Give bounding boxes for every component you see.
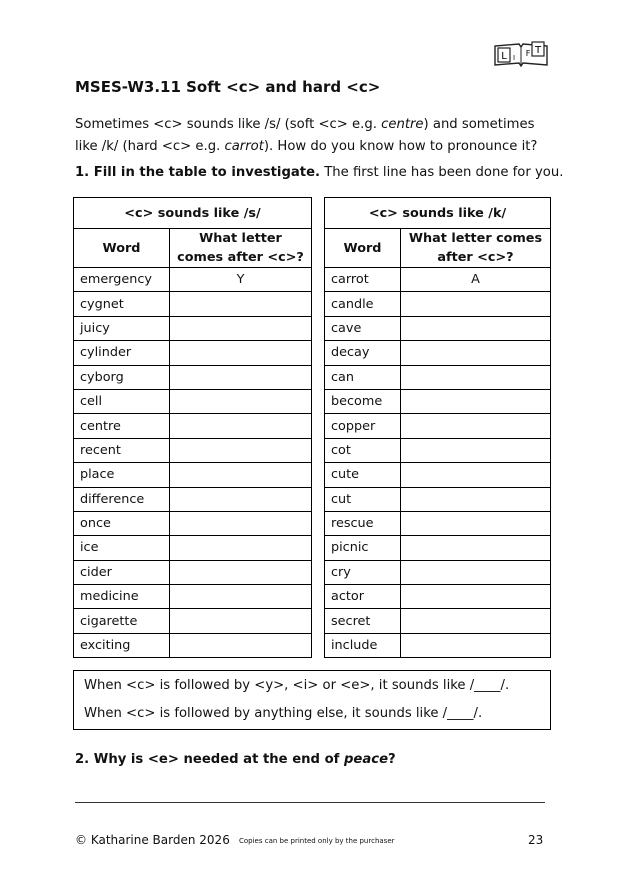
letter-answer-cell[interactable] bbox=[401, 438, 551, 462]
intro-part-1: Sometimes <c> sounds like /s/ (soft <c> e.g. bbox=[75, 117, 382, 132]
word-cell: cell bbox=[74, 389, 170, 413]
letter-answer-cell[interactable] bbox=[401, 585, 551, 609]
svg-text:I: I bbox=[512, 54, 516, 62]
word-cell: medicine bbox=[74, 585, 170, 609]
table-row bbox=[325, 389, 551, 413]
table-row bbox=[325, 365, 551, 389]
intro-part-3: ). How do you know how to pronounce it? bbox=[263, 139, 538, 154]
letter-answer-cell[interactable] bbox=[170, 292, 312, 316]
table-row bbox=[74, 341, 312, 365]
column-header-letter: What letter comes after <c>? bbox=[401, 229, 551, 268]
table-row bbox=[325, 414, 551, 438]
table-row bbox=[74, 316, 312, 340]
page-title: MSES-W3.11 Soft <c> and hard <c> bbox=[75, 78, 381, 96]
word-cell: cyborg bbox=[74, 365, 170, 389]
word-cell: ice bbox=[74, 536, 170, 560]
svg-text:L: L bbox=[501, 51, 507, 62]
table-row bbox=[74, 389, 312, 413]
letter-answer-cell[interactable] bbox=[170, 316, 312, 340]
word-cell: rescue bbox=[325, 511, 401, 535]
word-cell: candle bbox=[325, 292, 401, 316]
letter-answer-cell[interactable] bbox=[170, 438, 312, 462]
word-cell: cut bbox=[325, 487, 401, 511]
example-soft: centre bbox=[381, 117, 424, 132]
table-row bbox=[74, 609, 312, 633]
table-row bbox=[325, 585, 551, 609]
word-cell: cry bbox=[325, 560, 401, 584]
letter-answer-cell[interactable] bbox=[401, 341, 551, 365]
soft-c-table bbox=[73, 197, 312, 658]
word-cell: actor bbox=[325, 585, 401, 609]
question-1 bbox=[75, 165, 563, 180]
letter-answer-cell[interactable] bbox=[401, 414, 551, 438]
letter-answer-cell[interactable] bbox=[401, 560, 551, 584]
letter-answer-cell[interactable]: Y bbox=[170, 268, 312, 292]
table-row bbox=[325, 487, 551, 511]
letter-answer-cell[interactable] bbox=[401, 292, 551, 316]
question-1-note: The first line has been done for you. bbox=[320, 165, 564, 180]
column-header-word: Word bbox=[325, 229, 401, 268]
rule-hard: When <c> is followed by anything else, it sounds like /____/. bbox=[84, 706, 483, 721]
word-cell: secret bbox=[325, 609, 401, 633]
lift-logo bbox=[492, 38, 550, 68]
example-hard: carrot bbox=[224, 139, 264, 154]
word-cell: carrot bbox=[325, 268, 401, 292]
letter-answer-cell[interactable] bbox=[170, 609, 312, 633]
word-cell: exciting bbox=[74, 633, 170, 657]
word-cell: become bbox=[325, 389, 401, 413]
letter-answer-cell[interactable] bbox=[401, 463, 551, 487]
letter-answer-cell[interactable] bbox=[170, 633, 312, 657]
table-row bbox=[74, 633, 312, 657]
word-cell: cigarette bbox=[74, 609, 170, 633]
question-1-instruction: 1. Fill in the table to investigate. bbox=[75, 165, 321, 180]
letter-answer-cell[interactable] bbox=[170, 536, 312, 560]
svg-text:F: F bbox=[525, 49, 531, 58]
table-row bbox=[325, 633, 551, 657]
svg-text:T: T bbox=[534, 45, 542, 56]
page-number: 23 bbox=[528, 833, 544, 847]
word-cell: juicy bbox=[74, 316, 170, 340]
word-cell: copper bbox=[325, 414, 401, 438]
word-cell: recent bbox=[74, 438, 170, 462]
word-cell: cave bbox=[325, 316, 401, 340]
letter-answer-cell[interactable] bbox=[170, 585, 312, 609]
table-row bbox=[74, 536, 312, 560]
column-header-letter: What letter comes after <c>? bbox=[170, 229, 312, 268]
word-cell: cute bbox=[325, 463, 401, 487]
table-row bbox=[325, 560, 551, 584]
table-row bbox=[325, 268, 551, 292]
letter-answer-cell[interactable] bbox=[401, 487, 551, 511]
letter-answer-cell[interactable] bbox=[170, 511, 312, 535]
table-caption: <c> sounds like /k/ bbox=[325, 198, 551, 229]
table-row bbox=[74, 292, 312, 316]
word-cell: difference bbox=[74, 487, 170, 511]
question-2 bbox=[75, 752, 396, 767]
letter-answer-cell[interactable] bbox=[401, 536, 551, 560]
word-cell: once bbox=[74, 511, 170, 535]
letter-answer-cell[interactable] bbox=[170, 487, 312, 511]
rule-box bbox=[73, 670, 551, 730]
letter-answer-cell[interactable] bbox=[170, 389, 312, 413]
letter-answer-cell[interactable] bbox=[401, 633, 551, 657]
letter-answer-cell[interactable] bbox=[170, 365, 312, 389]
letter-answer-cell[interactable] bbox=[401, 609, 551, 633]
intro-text bbox=[75, 114, 550, 158]
column-header-word: Word bbox=[74, 229, 170, 268]
table-row bbox=[74, 511, 312, 535]
word-cell: can bbox=[325, 365, 401, 389]
word-cell: decay bbox=[325, 341, 401, 365]
table-row bbox=[74, 463, 312, 487]
letter-answer-cell[interactable] bbox=[401, 511, 551, 535]
question-2-word: peace bbox=[343, 752, 389, 767]
letter-answer-cell[interactable] bbox=[170, 463, 312, 487]
word-cell: cylinder bbox=[74, 341, 170, 365]
letter-answer-cell[interactable] bbox=[170, 341, 312, 365]
table-row bbox=[74, 438, 312, 462]
word-cell: include bbox=[325, 633, 401, 657]
table-row bbox=[325, 609, 551, 633]
table-row bbox=[325, 341, 551, 365]
table-row bbox=[74, 365, 312, 389]
intro-part-2: ) and sometimes like /k/ (hard <c> e.g. bbox=[75, 117, 535, 154]
table-row bbox=[325, 511, 551, 535]
table-row bbox=[74, 487, 312, 511]
word-cell: place bbox=[74, 463, 170, 487]
table-row bbox=[325, 463, 551, 487]
table-row bbox=[74, 268, 312, 292]
word-cell: centre bbox=[74, 414, 170, 438]
word-cell: cygnet bbox=[74, 292, 170, 316]
word-cell: cider bbox=[74, 560, 170, 584]
print-notice: Copies can be printed only by the purchaser bbox=[239, 837, 395, 845]
word-cell: picnic bbox=[325, 536, 401, 560]
letter-answer-cell[interactable] bbox=[170, 414, 312, 438]
letter-answer-cell[interactable] bbox=[401, 389, 551, 413]
table-caption: <c> sounds like /s/ bbox=[74, 198, 312, 229]
letter-answer-cell[interactable] bbox=[401, 316, 551, 340]
answer-line[interactable] bbox=[75, 802, 545, 803]
letter-answer-cell[interactable] bbox=[401, 365, 551, 389]
copyright: © Katharine Barden 2026 bbox=[75, 833, 230, 847]
question-2-text: 2. Why is <e> needed at the end of bbox=[75, 752, 344, 767]
table-row bbox=[74, 414, 312, 438]
table-row bbox=[74, 585, 312, 609]
question-2-end: ? bbox=[388, 752, 396, 767]
rule-soft: When <c> is followed by <y>, <i> or <e>, it sounds like /____/. bbox=[84, 678, 510, 693]
table-row bbox=[74, 560, 312, 584]
word-cell: cot bbox=[325, 438, 401, 462]
hard-c-table bbox=[324, 197, 551, 658]
word-cell: emergency bbox=[74, 268, 170, 292]
table-row bbox=[325, 316, 551, 340]
letter-answer-cell[interactable]: A bbox=[401, 268, 551, 292]
table-row bbox=[325, 438, 551, 462]
table-row bbox=[325, 292, 551, 316]
table-row bbox=[325, 536, 551, 560]
letter-answer-cell[interactable] bbox=[170, 560, 312, 584]
